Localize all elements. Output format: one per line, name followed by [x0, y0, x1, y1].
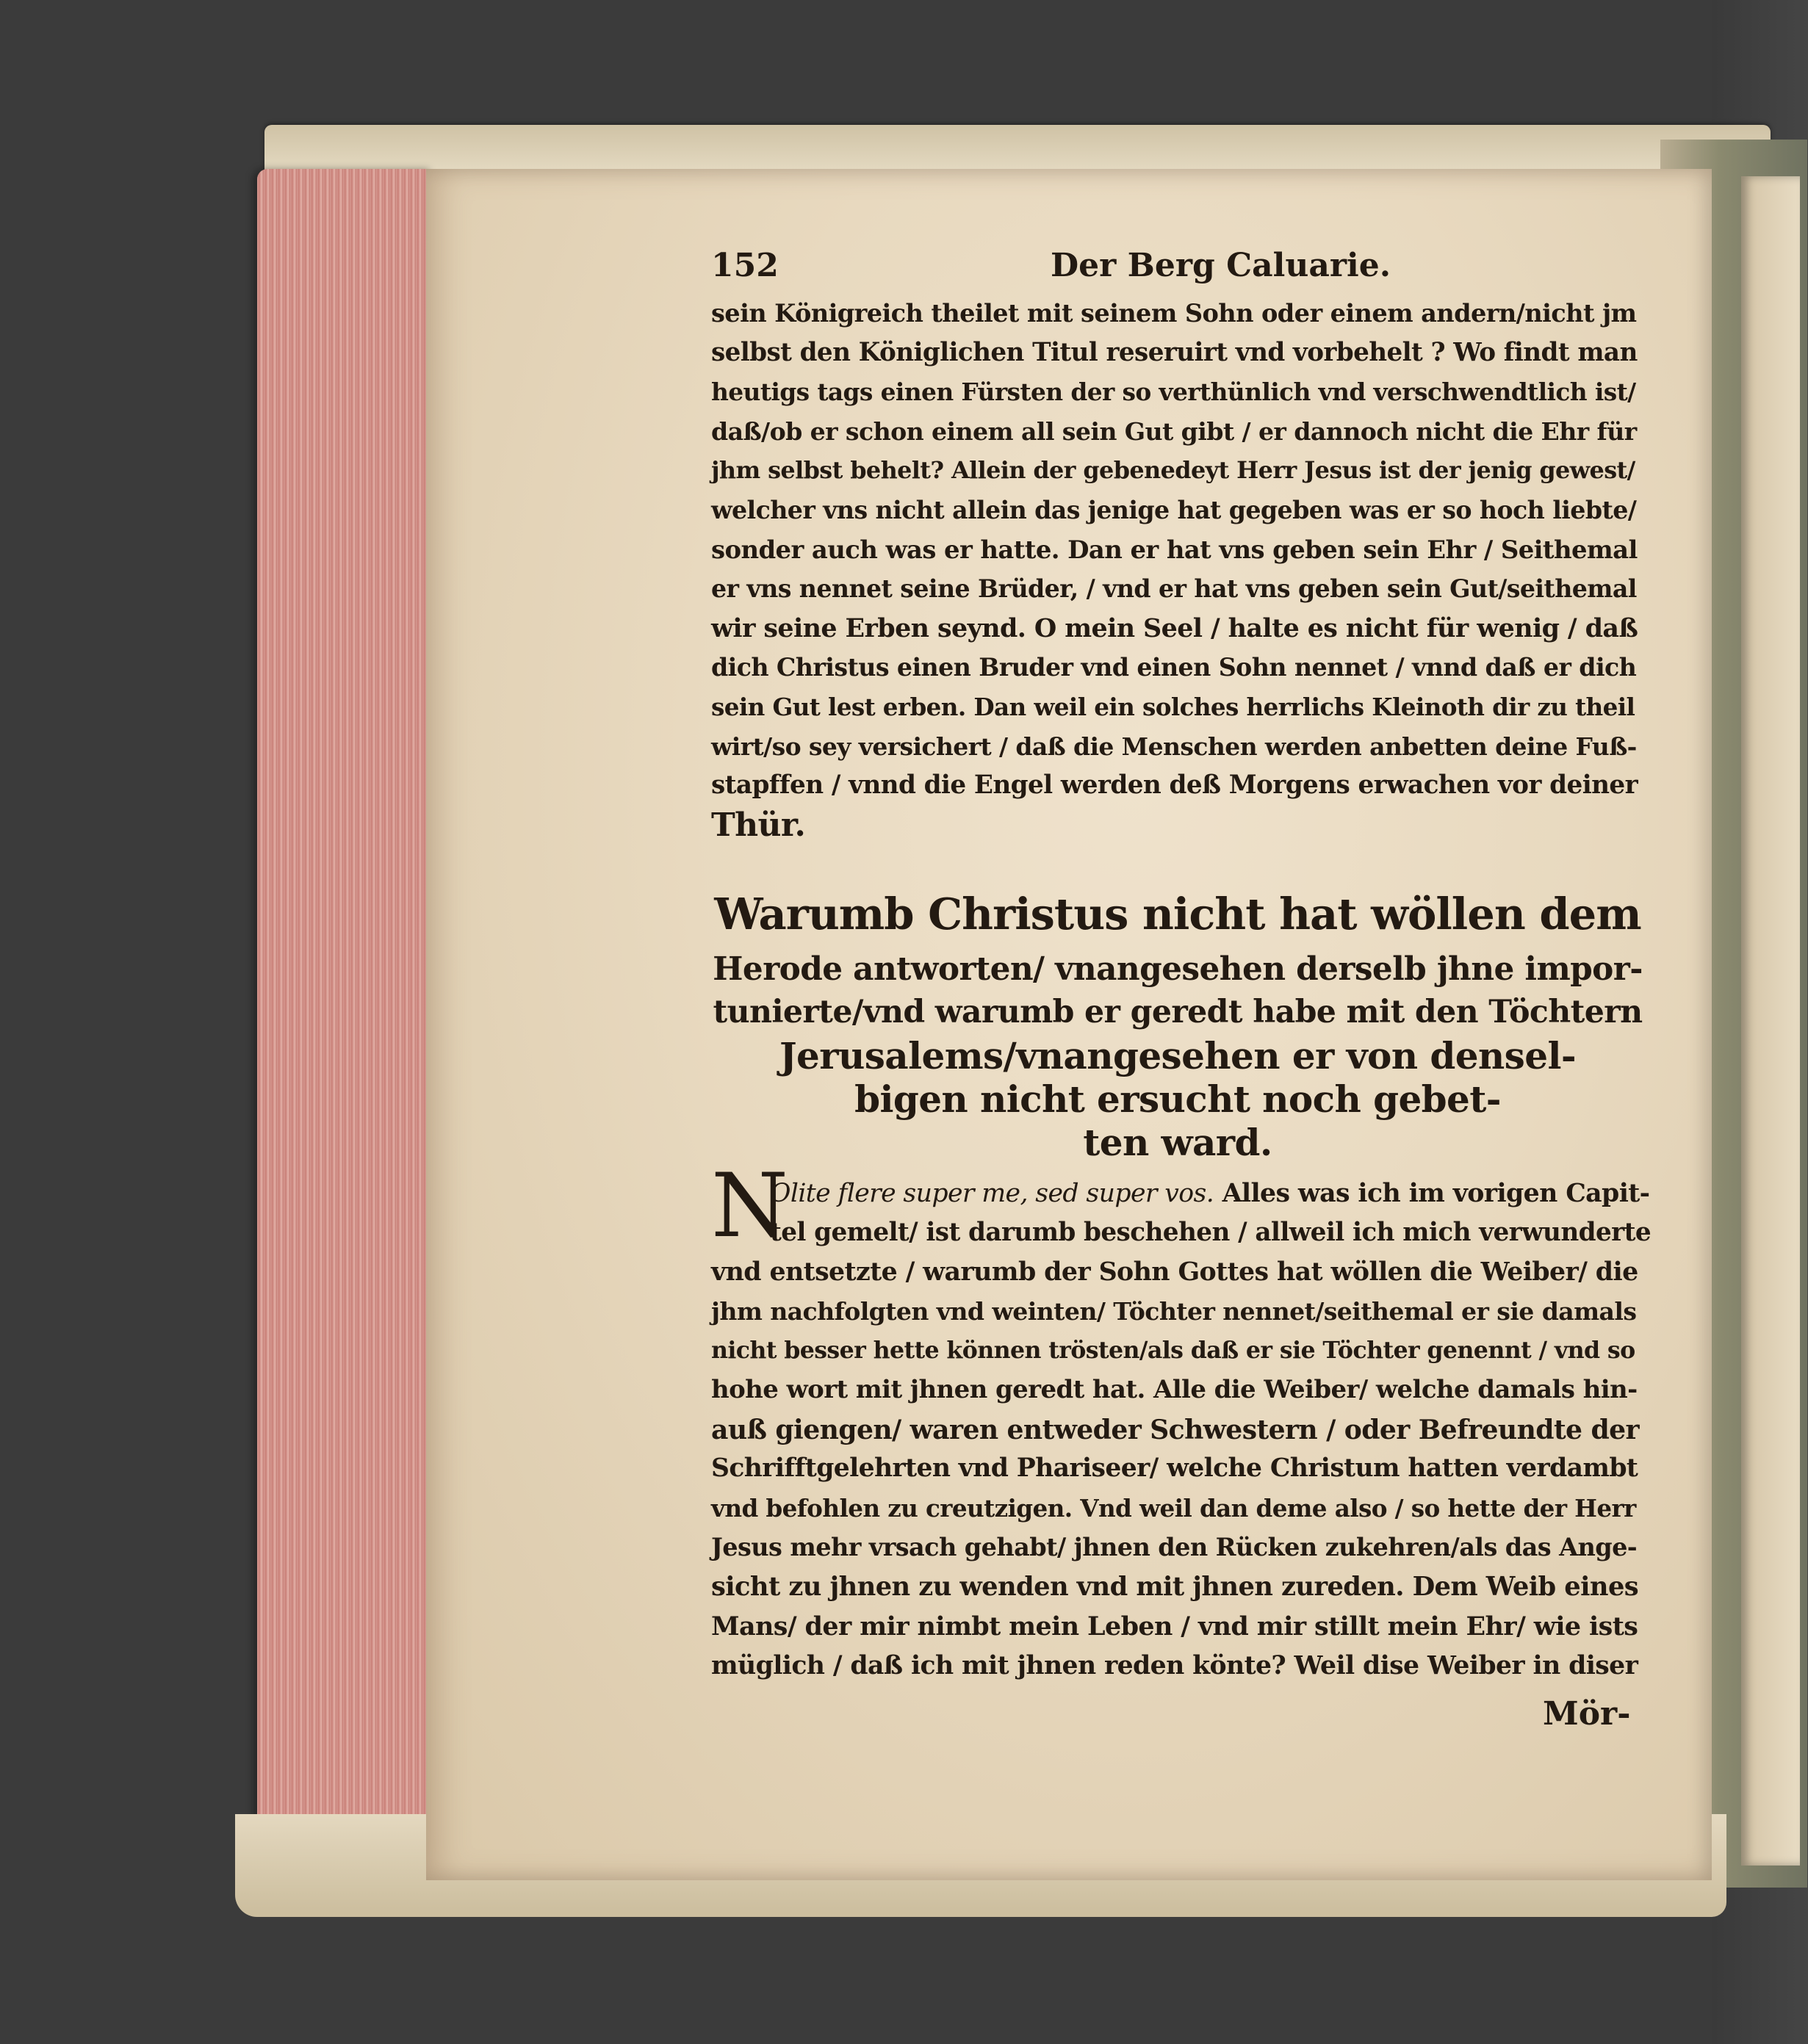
- text-line: wir seine Erben seynd. O mein Seel / halte es nicht für wenig / daß: [711, 613, 1638, 643]
- text-line: Mans/ der mir nimbt mein Leben / vnd mir stillt mein Ehr/ wie ists: [711, 1611, 1638, 1642]
- text-line: vnd entsetzte / warumb der Sohn Gottes hat wöllen die Weiber/ die: [711, 1257, 1638, 1288]
- chapter-heading: [711, 881, 1644, 1164]
- text-line: sein Königreich theilet mit seinem Sohn oder einem andern/nicht jm: [711, 298, 1637, 328]
- text-line: welcher vns nicht allein das jenige hat gegeben was er so hoch liebte/: [711, 495, 1637, 524]
- text-line: dich Christus einen Bruder vnd einen Sohn nennet / vnnd daß er dich: [711, 653, 1637, 682]
- text-line: er vns nennet seine Brüder, / vnd er hat vns geben sein Gut/seithemal: [711, 574, 1637, 604]
- catchword: Mör-: [1543, 1695, 1631, 1733]
- text-line: wirt/so sey versichert / daß die Menschen werden anbetten deine Fuß-: [711, 732, 1637, 761]
- body-paragraph: [711, 294, 1644, 845]
- drop-cap: N: [711, 1155, 788, 1257]
- page-edges: [257, 169, 433, 1888]
- text-line: Schrifftgelehrten vnd Phariseer/ welche Christum hatten verdambt: [711, 1453, 1638, 1484]
- section-paragraph: [711, 1174, 1652, 1686]
- text-line: nicht besser hette können trösten/als daß er sie Töchter genennt / vnd so: [711, 1337, 1635, 1365]
- latin-quote: Olite flere super me, sed super vos.: [770, 1179, 1214, 1208]
- first-line: [711, 1174, 1650, 1213]
- text-line: vnd befohlen zu creutzigen. Vnd weil dan deme also / so hette der Herr: [711, 1493, 1636, 1523]
- text-line: auß giengen/ waren entweder Schwestern / oder Befreundte der: [711, 1413, 1639, 1445]
- page-number: 152: [711, 247, 779, 284]
- facing-page-edge: [1741, 176, 1800, 1866]
- heading-line: tunierte/vnd warumb er geredt habe mit den Töchtern: [713, 994, 1643, 1030]
- heading-line: Herode antworten/ vnangesehen derselb jhne impor-: [713, 950, 1643, 988]
- text-line: sonder auch was er hatte. Dan er hat vns geben sein Ehr / Seithemal: [711, 534, 1638, 564]
- text-line: jhm nachfolgten vnd weinten/ Töchter nennet/seithemal er sie damals: [711, 1296, 1637, 1326]
- heading-line: ten ward.: [1083, 1121, 1272, 1164]
- text-line: Jesus mehr vrsach gehabt/ jhnen den Rücken zukehren/als das Ange-: [711, 1533, 1638, 1562]
- text-line: sein Gut lest erben. Dan weil ein solches herrlichs Kleinoth dir zu theil: [711, 692, 1635, 721]
- text-line: sicht zu jhnen zu wenden vnd mit jhnen zureden. Dem Weib eines: [711, 1571, 1639, 1602]
- heading-line: bigen nicht ersucht noch gebet-: [854, 1077, 1501, 1121]
- first-line-text: Alles was ich im vorigen Capit-: [1214, 1178, 1650, 1208]
- heading-line: Jerusalems/vnangesehen er von densel-: [779, 1034, 1576, 1077]
- running-title: Der Berg Caluarie.: [1051, 247, 1391, 284]
- text-line: stapffen / vnnd die Engel werden deß Morgens erwachen vor deiner: [711, 770, 1638, 801]
- text-line: heutigs tags einen Fürsten der so verthünlich vnd verschwendtlich ist/: [711, 378, 1636, 407]
- text-line: selbst den Königlichen Titul reseruirt vnd vorbehelt ? Wo findt man: [711, 337, 1638, 367]
- text-line: tel gemelt/ ist darumb beschehen / allweil ich mich verwunderte: [770, 1217, 1652, 1247]
- text-line: daß/ob er schon einem all sein Gut gibt / er dannoch nicht die Ehr für: [711, 416, 1637, 446]
- text-line: hohe wort mit jhnen geredt hat. Alle die Weiber/ welche damals hin-: [711, 1374, 1638, 1404]
- text-line: jhm selbst behelt? Allein der gebenedeyt Herr Jesus ist der jenig gewest/: [711, 456, 1635, 485]
- heading-title: Warumb Christus nicht hat wöllen dem: [714, 889, 1641, 939]
- text-line: Thür.: [711, 806, 806, 844]
- text-line: müglich / daß ich mit jhnen reden könte? Weil dise Weiber in diser: [711, 1650, 1638, 1681]
